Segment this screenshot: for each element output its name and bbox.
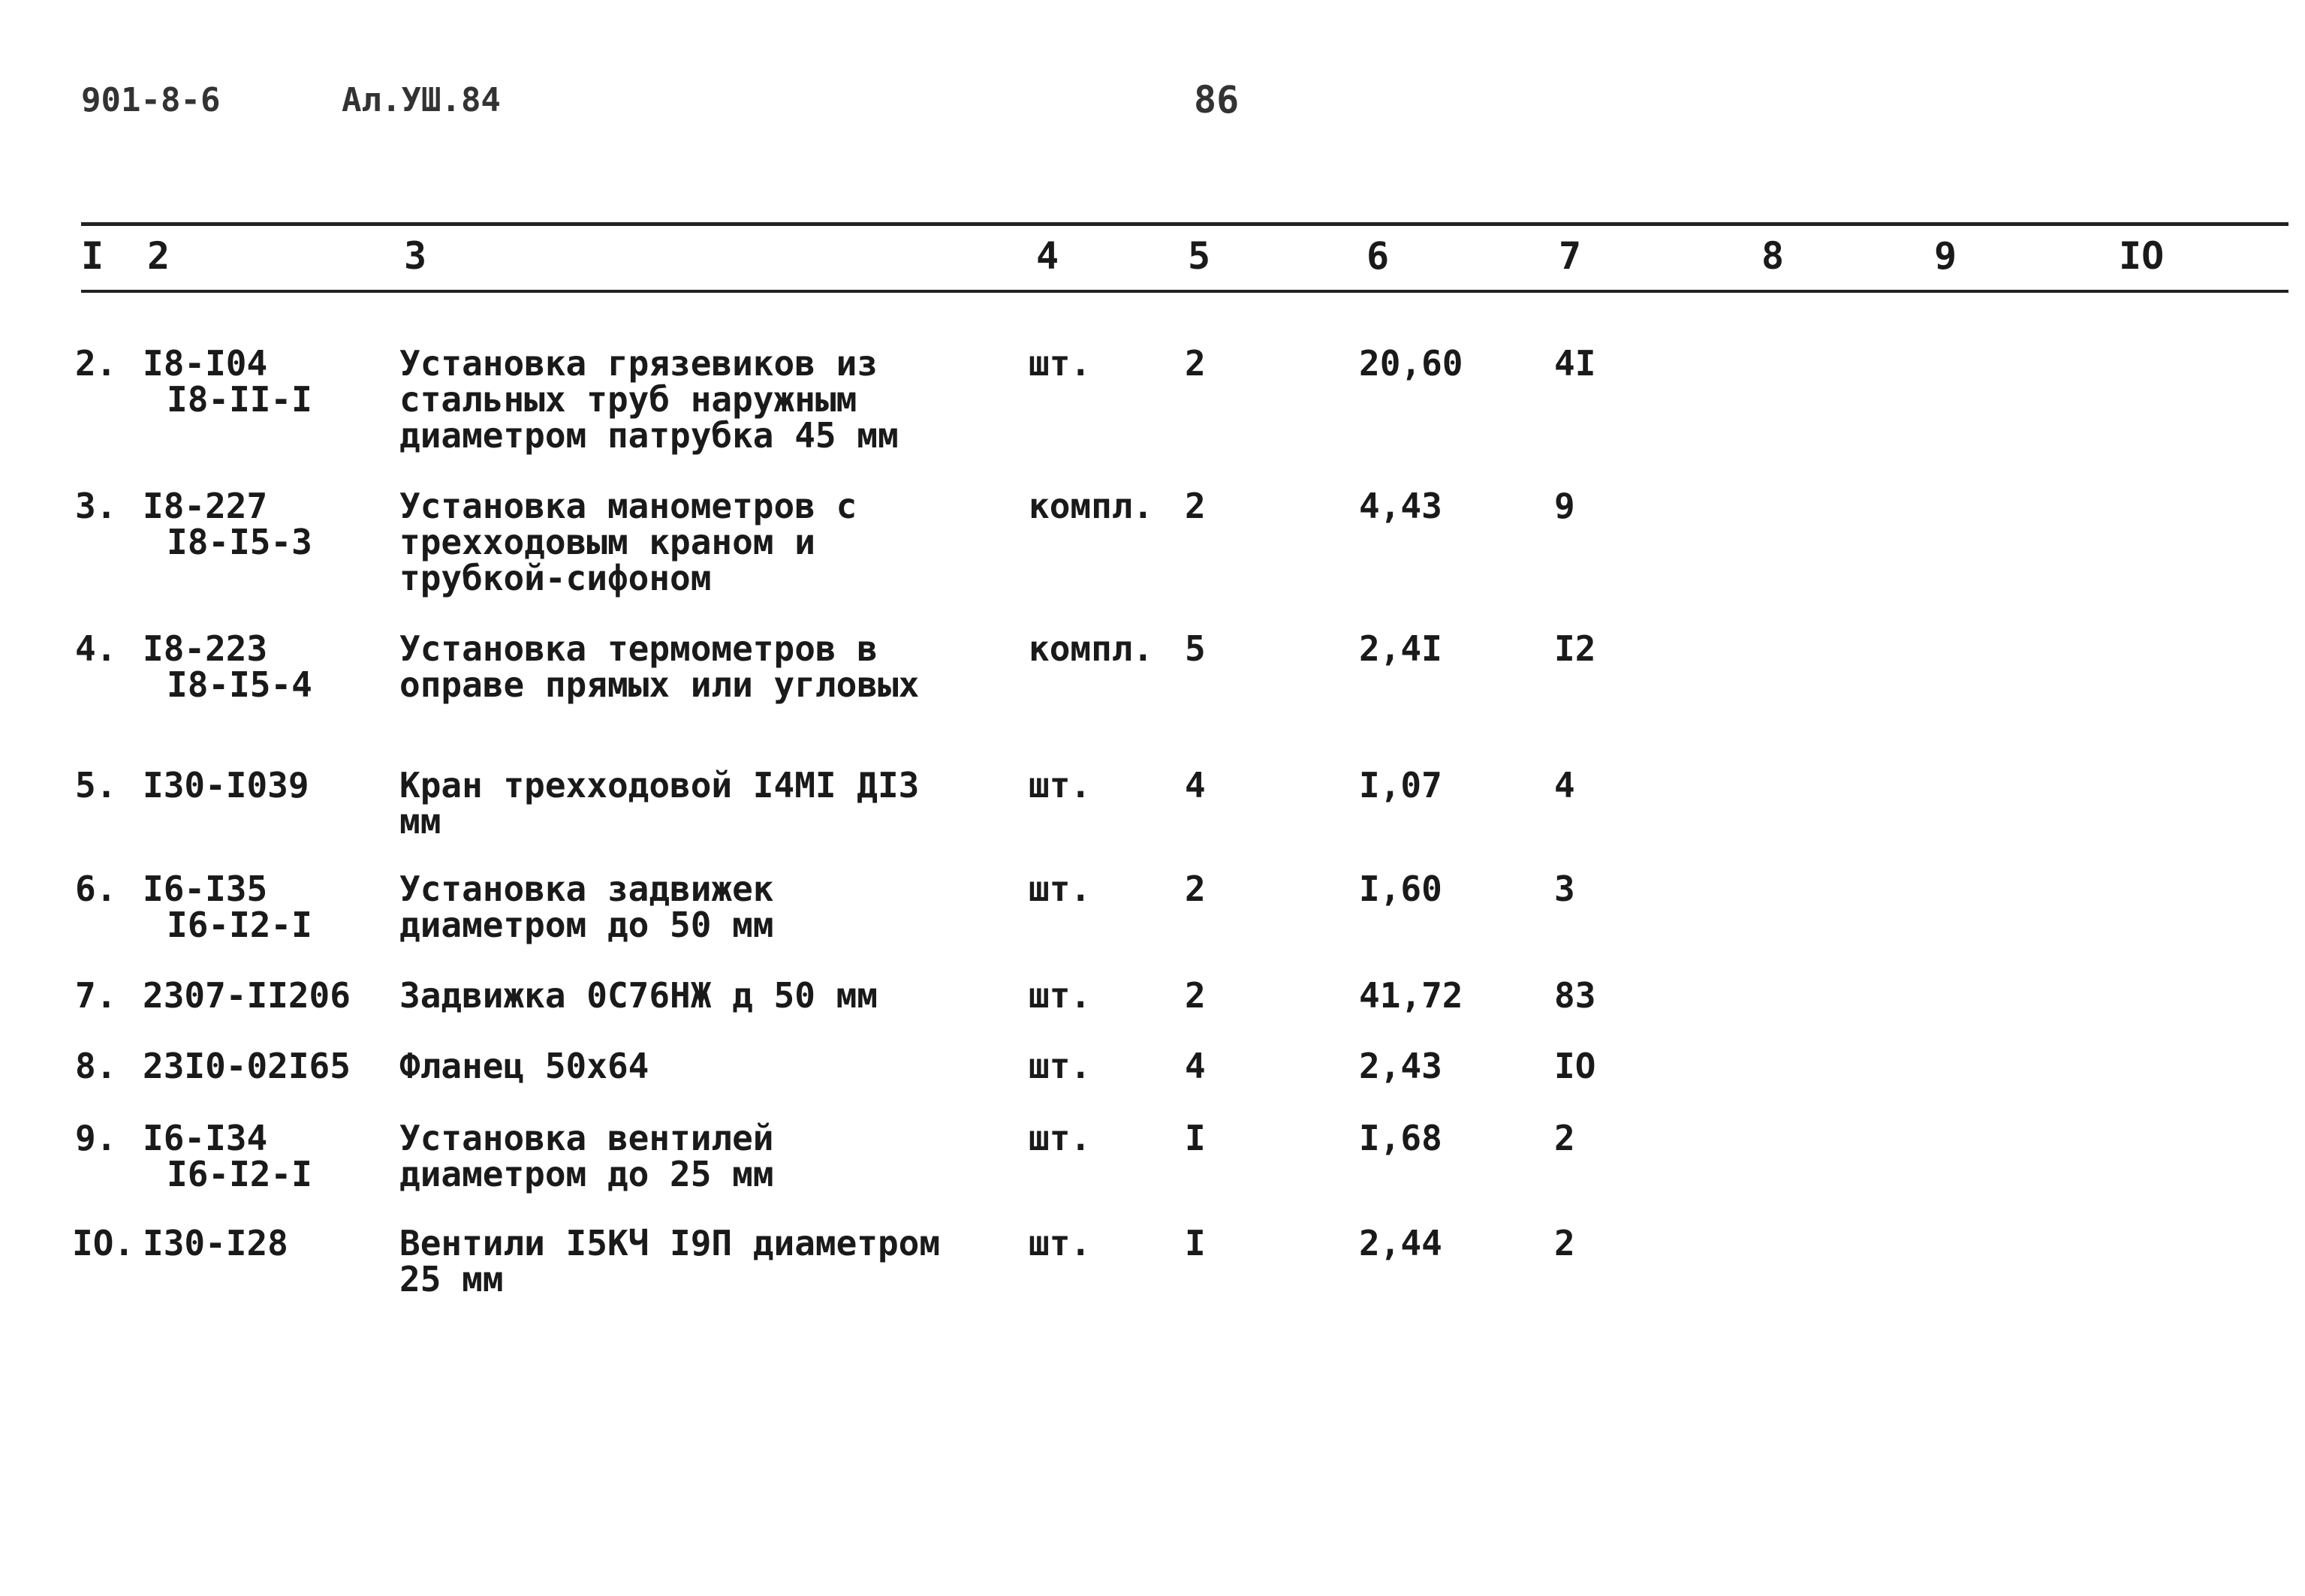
work-description: Установка грязевиков из стальных труб наружным диаметром патрубка 45 мм bbox=[399, 343, 899, 456]
unit: компл. bbox=[1029, 486, 1154, 526]
quantity: 2 bbox=[1185, 486, 1206, 526]
quantity: 4 bbox=[1185, 765, 1206, 806]
col-num-2: 2 bbox=[147, 234, 170, 278]
row-number: 9. bbox=[75, 1118, 117, 1158]
total-cost: 2 bbox=[1554, 1118, 1575, 1158]
row-number: 4. bbox=[75, 628, 117, 669]
unit: шт. bbox=[1029, 343, 1092, 384]
quantity: 2 bbox=[1185, 343, 1206, 384]
unit: шт. bbox=[1029, 1223, 1092, 1263]
rate-code: I6-I34 bbox=[143, 1118, 268, 1158]
total-cost: 4I bbox=[1554, 343, 1596, 384]
quantity: 2 bbox=[1185, 975, 1206, 1016]
unit-price: I,68 bbox=[1359, 1118, 1442, 1158]
col-num-4: 4 bbox=[1036, 234, 1059, 278]
unit: шт. bbox=[1029, 1046, 1092, 1086]
unit-price: 41,72 bbox=[1359, 975, 1463, 1016]
col-num-8: 8 bbox=[1761, 234, 1785, 278]
unit-price: 2,43 bbox=[1359, 1046, 1442, 1086]
row-number: 7. bbox=[75, 975, 117, 1016]
total-cost: IO bbox=[1554, 1046, 1596, 1086]
table-header-rule bbox=[81, 290, 2288, 293]
quantity: I bbox=[1185, 1118, 1206, 1158]
col-num-10: IO bbox=[2119, 234, 2165, 278]
row-number: 6. bbox=[75, 869, 117, 909]
rate-code: I30-I28 bbox=[143, 1223, 288, 1263]
col-num-5: 5 bbox=[1188, 234, 1211, 278]
work-description: Установка термометров в оправе прямых или угловых bbox=[399, 628, 920, 705]
rate-subcode: I8-I5-4 bbox=[167, 664, 312, 705]
unit: компл. bbox=[1029, 628, 1154, 669]
total-cost: 2 bbox=[1554, 1223, 1575, 1263]
work-description: Установка задвижек диаметром до 50 мм bbox=[399, 869, 774, 945]
quantity: 2 bbox=[1185, 869, 1206, 909]
rate-code: 23I0-02I65 bbox=[143, 1046, 351, 1086]
unit: шт. bbox=[1029, 1118, 1092, 1158]
unit-price: I,60 bbox=[1359, 869, 1442, 909]
row-number: 3. bbox=[75, 486, 117, 526]
col-num-6: 6 bbox=[1366, 234, 1390, 278]
rate-code: I6-I35 bbox=[143, 869, 268, 909]
work-description: Фланец 50х64 bbox=[399, 1046, 649, 1086]
unit-price: I,07 bbox=[1359, 765, 1442, 806]
unit-price: 2,44 bbox=[1359, 1223, 1442, 1263]
total-cost: 83 bbox=[1554, 975, 1596, 1016]
row-number: 5. bbox=[75, 765, 117, 806]
work-description: Задвижка 0С76НЖ д 50 мм bbox=[399, 975, 878, 1016]
total-cost: 3 bbox=[1554, 869, 1575, 909]
row-number: 2. bbox=[75, 343, 117, 384]
col-num-3: 3 bbox=[404, 234, 427, 278]
col-num-9: 9 bbox=[1934, 234, 1957, 278]
col-num-7: 7 bbox=[1559, 234, 1582, 278]
doc-code: 901-8-6 bbox=[81, 81, 221, 119]
table-top-rule bbox=[81, 222, 2288, 226]
rate-subcode: I8-I5-3 bbox=[167, 522, 312, 562]
row-number: IO. bbox=[72, 1223, 135, 1263]
unit-price: 2,4I bbox=[1359, 628, 1442, 669]
album-number: Ал.УШ.84 bbox=[342, 81, 501, 119]
work-description: Установка вентилей диаметром до 25 мм bbox=[399, 1118, 774, 1194]
rate-code: I8-223 bbox=[143, 628, 268, 669]
total-cost: 9 bbox=[1554, 486, 1575, 526]
unit-price: 4,43 bbox=[1359, 486, 1442, 526]
quantity: I bbox=[1185, 1223, 1206, 1263]
rate-code: 2307-II206 bbox=[143, 975, 351, 1016]
total-cost: I2 bbox=[1554, 628, 1596, 669]
row-number: 8. bbox=[75, 1046, 117, 1086]
work-description: Установка манометров с трехходовым краном и трубкой-сифоном bbox=[399, 486, 857, 598]
rate-code: I8-I04 bbox=[143, 343, 268, 384]
rate-code: I8-227 bbox=[143, 486, 268, 526]
unit: шт. bbox=[1029, 765, 1092, 806]
quantity: 5 bbox=[1185, 628, 1206, 669]
page-number: 86 bbox=[1194, 78, 1240, 122]
work-description: Вентили I5КЧ I9П диаметром 25 мм bbox=[399, 1223, 941, 1299]
unit-price: 20,60 bbox=[1359, 343, 1463, 384]
unit: шт. bbox=[1029, 975, 1092, 1016]
rate-subcode: I6-I2-I bbox=[167, 905, 312, 945]
col-num-1: I bbox=[81, 234, 104, 278]
rate-subcode: I8-II-I bbox=[167, 379, 312, 420]
rate-subcode: I6-I2-I bbox=[167, 1154, 312, 1194]
quantity: 4 bbox=[1185, 1046, 1206, 1086]
unit: шт. bbox=[1029, 869, 1092, 909]
work-description: Кран трехходовой I4MI ДI3 мм bbox=[399, 765, 920, 842]
total-cost: 4 bbox=[1554, 765, 1575, 806]
rate-code: I30-I039 bbox=[143, 765, 309, 806]
